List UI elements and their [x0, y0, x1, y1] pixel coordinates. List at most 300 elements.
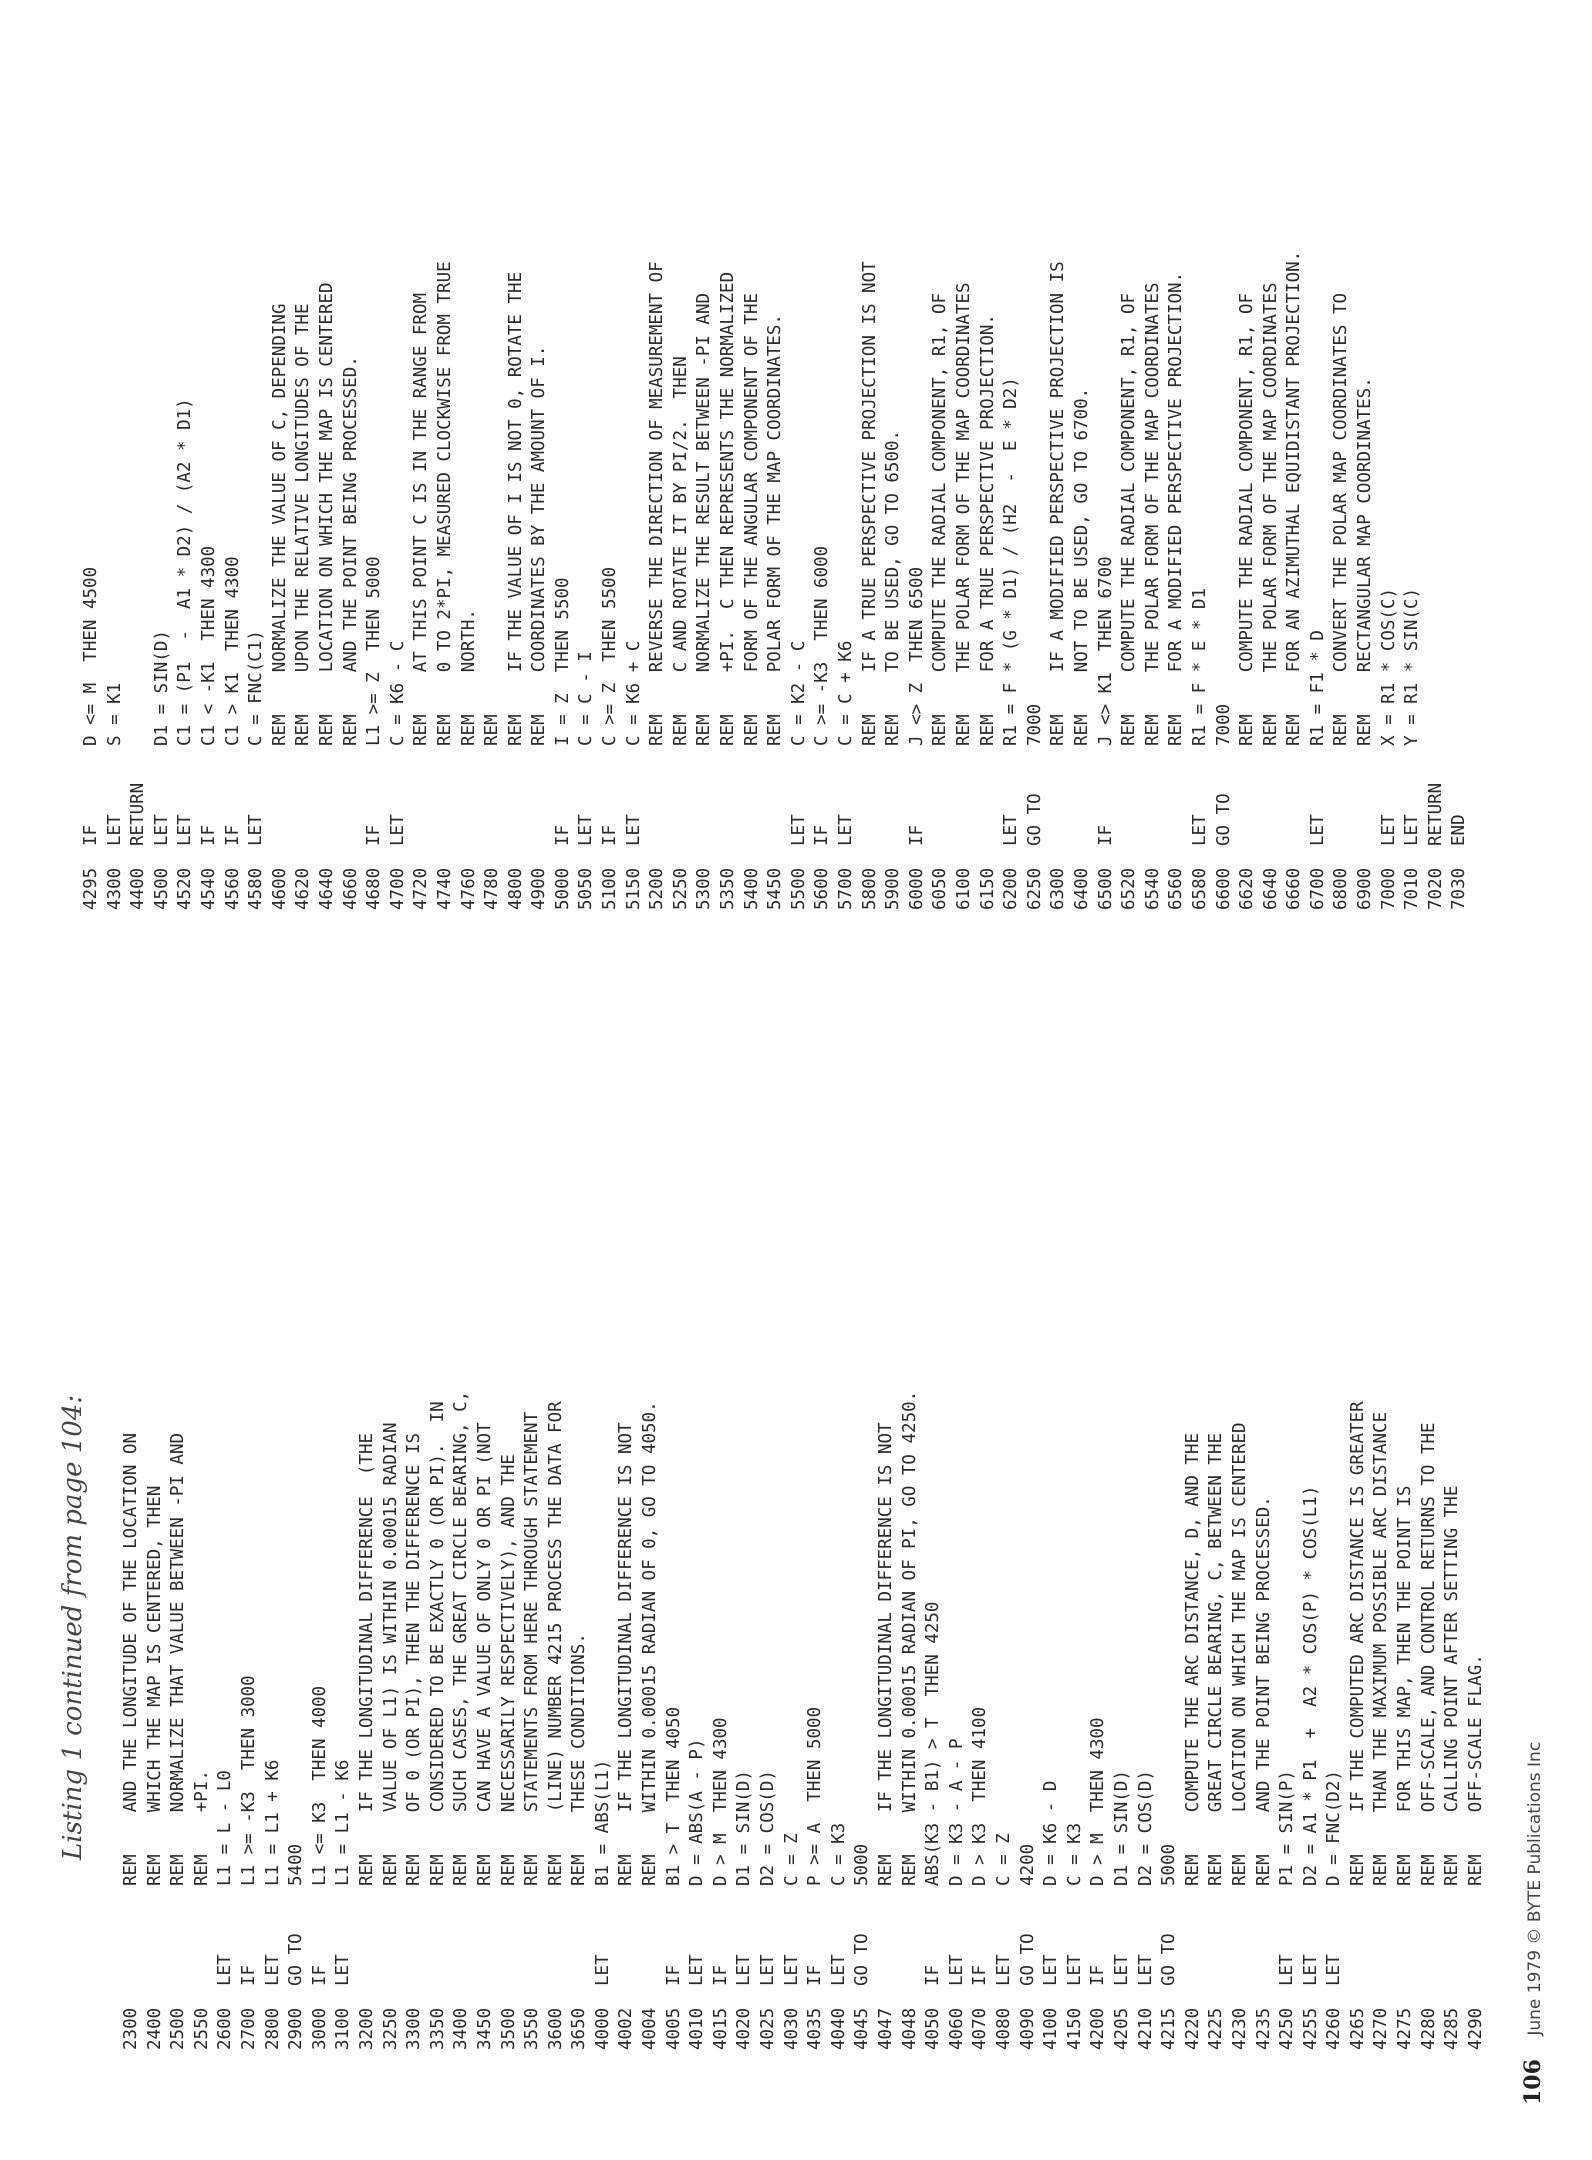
code-line: [1253, 1391, 1277, 2050]
code-line: [710, 1391, 734, 2050]
line-number: 4800: [505, 867, 526, 910]
statement-text: 5000: [1159, 1843, 1180, 1886]
line-number: 3250: [380, 2007, 401, 2050]
statement-text: C1 = (P1 - A1 * D2) / (A2 * D1): [175, 398, 196, 746]
statement-keyword: IF: [710, 1964, 731, 1986]
code-line: [174, 251, 198, 910]
code-line: [1205, 1391, 1229, 2050]
line-number: 5800: [859, 867, 880, 910]
line-number: 2700: [238, 2007, 259, 2050]
footer-source: June 1979 © BYTE Publications Inc: [1525, 1741, 1545, 2036]
line-number: 7020: [1425, 867, 1446, 910]
code-line: [757, 1391, 781, 2050]
code-line: [340, 251, 364, 910]
line-number: 4020: [734, 2007, 755, 2050]
line-number: 4760: [458, 867, 479, 910]
code-line: [1142, 251, 1166, 910]
line-number: 4035: [805, 2007, 826, 2050]
statement-keyword: LET: [687, 1954, 708, 1986]
code-line: [1071, 251, 1095, 910]
line-number: 4005: [663, 2007, 684, 2050]
code-line: [1276, 1391, 1300, 2050]
statement-keyword: IF: [238, 1964, 259, 1986]
statement-keyword: IF: [222, 824, 243, 846]
statement-text: 5000: [852, 1843, 873, 1886]
code-line: [851, 1391, 875, 2050]
line-number: 4090: [1017, 2007, 1038, 2050]
statement-text: L1 = L1 - K6: [333, 1759, 354, 1886]
statement-keyword: GO TO: [1159, 1933, 1180, 1986]
line-number: 4250: [1277, 2007, 1298, 2050]
code-line: [835, 251, 859, 910]
statement-text: R1 = F * (G * D1) / (H2 - E * D2): [1001, 377, 1022, 746]
code-line: [1229, 1391, 1253, 2050]
line-number: 6300: [1048, 867, 1069, 910]
line-number: 4060: [946, 2007, 967, 2050]
statement-text: REM COMPUTE THE RADIAL COMPONENT, R1, OF: [1237, 292, 1258, 746]
line-number: 6540: [1142, 867, 1163, 910]
code-line: [545, 1391, 569, 2050]
line-number: 6250: [1024, 867, 1045, 910]
statement-keyword: LET: [1324, 1954, 1345, 1986]
statement-text: L1 = L - L0: [215, 1770, 236, 1886]
line-number: 5400: [741, 867, 762, 910]
code-line: [1213, 251, 1237, 910]
statement-text: REM THE POLAR FORM OF THE MAP COORDINATES: [953, 282, 974, 746]
statement-keyword: LET: [1064, 1954, 1085, 1986]
statement-text: REM AND THE POINT BEING PROCESSED.: [340, 356, 361, 746]
statement-keyword: LET: [1277, 1954, 1298, 1986]
code-line: [1401, 251, 1425, 910]
code-line: [1418, 1391, 1442, 2050]
line-number: 6640: [1260, 867, 1281, 910]
line-number: 5350: [718, 867, 739, 910]
code-line: [285, 1391, 309, 2050]
line-number: 4050: [923, 2007, 944, 2050]
statement-text: REM FOR THIS MAP, THEN THE POINT IS: [1395, 1485, 1416, 1886]
line-number: 5300: [694, 867, 715, 910]
line-number: 2600: [215, 2007, 236, 2050]
statement-keyword: LET: [1111, 1954, 1132, 1986]
line-number: 4700: [387, 867, 408, 910]
statement-keyword: LET: [758, 1954, 779, 1986]
statement-keyword: IF: [309, 1964, 330, 1986]
code-line: [1283, 251, 1307, 910]
statement-text: REM WITHIN 0.00015 RADIAN OF PI, GO TO 4250.: [899, 1390, 920, 1886]
statement-text: REM LOCATION ON WHICH THE MAP IS CENTERED: [1229, 1422, 1250, 1886]
statement-keyword: IF: [552, 824, 573, 846]
line-number: 5000: [552, 867, 573, 910]
line-number: 4280: [1418, 2007, 1439, 2050]
code-line: [670, 251, 694, 910]
code-line: [403, 1391, 427, 2050]
line-number: 6660: [1284, 867, 1305, 910]
line-number: 4010: [687, 2007, 708, 2050]
statement-keyword: LET: [151, 814, 172, 846]
line-number: 5200: [647, 867, 668, 910]
statement-text: D <= M THEN 4500: [81, 566, 101, 746]
code-line: [788, 251, 812, 910]
code-line: [922, 1391, 946, 2050]
line-number: 3600: [545, 2007, 566, 2050]
statement-text: REM COMPUTE THE ARC DISTANCE, D, AND THE: [1182, 1432, 1203, 1886]
code-line: [993, 1391, 1017, 2050]
statement-text: C >= -K3 THEN 6000: [812, 545, 833, 746]
line-number: 3550: [522, 2007, 543, 2050]
code-line: [828, 1391, 852, 2050]
code-line: [269, 251, 293, 910]
code-line: [1047, 251, 1071, 910]
listing-caption: Listing 1 continued from page 104:: [58, 1394, 88, 1860]
listing-column-right: [80, 251, 1472, 910]
statement-text: REM TO BE USED, GO TO 6500.: [883, 429, 904, 746]
statement-text: D2 = COS(D): [1135, 1770, 1156, 1886]
statement-text: C = C - I: [576, 651, 597, 746]
code-line: [575, 251, 599, 910]
line-number: 2500: [168, 2007, 189, 2050]
line-number: 4300: [104, 867, 125, 910]
statement-text: REM STATEMENTS FROM HERE THROUGH STATEMENT: [522, 1411, 543, 1886]
line-number: 6560: [1166, 867, 1187, 910]
code-line: [292, 251, 316, 910]
statement-text: REM NORMALIZE THAT VALUE BETWEEN -PI AND: [168, 1432, 189, 1886]
code-line: [1260, 251, 1284, 910]
line-number: 5600: [812, 867, 833, 910]
line-number: 4500: [151, 867, 172, 910]
code-line: [804, 1391, 828, 2050]
statement-text: C = Z: [781, 1833, 802, 1886]
statement-keyword: LET: [1307, 814, 1328, 846]
statement-keyword: IF: [906, 824, 927, 846]
statement-text: J <> Z THEN 6500: [906, 566, 927, 746]
code-line: [387, 251, 411, 910]
statement-keyword: LET: [623, 814, 644, 846]
statement-text: REM WITHIN 0.00015 RADIAN OF 0, GO TO 4050.: [640, 1401, 661, 1886]
statement-text: D = K6 - D: [1041, 1780, 1062, 1886]
code-line: [592, 1391, 616, 2050]
line-number: 2550: [191, 2007, 212, 2050]
line-number: 3650: [569, 2007, 590, 2050]
statement-text: REM COMPUTE THE RADIAL COMPONENT, R1, OF: [1119, 292, 1140, 746]
code-line: [1330, 251, 1354, 910]
line-number: 2900: [286, 2007, 307, 2050]
code-line: [741, 251, 765, 910]
code-line: [1095, 251, 1119, 910]
code-line: [80, 251, 104, 910]
statement-text: C = Z: [993, 1833, 1014, 1886]
line-number: 4255: [1300, 2007, 1321, 2050]
statement-text: REM COMPUTE THE RADIAL COMPONENT, R1, OF: [930, 292, 951, 746]
line-number: 5900: [883, 867, 904, 910]
code-line: [1064, 1391, 1088, 2050]
code-line: [363, 251, 387, 910]
statement-text: REM 0 TO 2*PI, MEASURED CLOCKWISE FROM TRUE: [434, 261, 455, 746]
statement-text: D2 = A1 * P1 + A2 * COS(P) * COS(L1): [1300, 1485, 1321, 1886]
line-number: 4220: [1182, 2007, 1203, 2050]
code-line: [1378, 251, 1402, 910]
line-number: 4560: [222, 867, 243, 910]
statement-text: C1 > K1 THEN 4300: [222, 556, 243, 746]
statement-keyword: LET: [836, 814, 856, 846]
code-line: [238, 1391, 262, 2050]
statement-keyword: LET: [946, 1954, 967, 1986]
code-line: [623, 251, 647, 910]
code-line: [1448, 251, 1472, 910]
statement-text: REM AND THE POINT BEING PROCESSED.: [1253, 1496, 1274, 1886]
statement-text: REM OF 0 (OR PI), THEN THE DIFFERENCE IS: [404, 1432, 425, 1886]
line-number: 6400: [1071, 867, 1092, 910]
statement-text: REM NORMALIZE THE RESULT BETWEEN -PI AND: [694, 292, 715, 746]
statement-text: L1 = L1 + K6: [262, 1759, 283, 1886]
statement-text: L1 <= K3 THEN 4000: [309, 1685, 330, 1886]
statement-keyword: IF: [812, 824, 833, 846]
code-line: [120, 1391, 144, 2050]
line-number: 7000: [1378, 867, 1399, 910]
code-line: [733, 1391, 757, 2050]
code-line: [1370, 1391, 1394, 2050]
line-number: 4270: [1371, 2007, 1392, 2050]
statement-text: C1 < -K1 THEN 4300: [198, 545, 219, 746]
statement-text: REM IF THE LONGITUDINAL DIFFERENCE IS NOT: [876, 1422, 896, 1886]
listing-column-left: [120, 1391, 1488, 2050]
statement-text: B1 > T THEN 4050: [663, 1706, 684, 1886]
statement-text: REM NECESSARILY RESPECTIVELY), AND THE: [498, 1454, 519, 1886]
line-number: 4015: [710, 2007, 731, 2050]
line-number: 6000: [906, 867, 927, 910]
code-line: [615, 1391, 639, 2050]
statement-text: REM THESE CONDITIONS.: [569, 1633, 590, 1886]
statement-keyword: IF: [81, 824, 101, 846]
code-line: [599, 251, 623, 910]
line-number: 4070: [970, 2007, 991, 2050]
statement-text: R1 = F * E * D1: [1189, 587, 1210, 746]
statement-keyword: IF: [970, 1964, 991, 1986]
line-number: 5050: [576, 867, 597, 910]
line-number: 4620: [293, 867, 314, 910]
statement-keyword: LET: [1001, 814, 1022, 846]
code-line: [568, 1391, 592, 2050]
statement-text: REM (LINE) NUMBER 4215 PROCESS THE DATA FOR: [545, 1401, 566, 1886]
code-line: [505, 251, 529, 910]
line-number: 3500: [498, 2007, 519, 2050]
code-line: [953, 251, 977, 910]
statement-text: R1 = F1 * D: [1307, 630, 1328, 746]
code-line: [1394, 1391, 1418, 2050]
line-number: 3300: [404, 2007, 425, 2050]
statement-keyword: LET: [828, 1954, 849, 1986]
line-number: 6520: [1119, 867, 1140, 910]
statement-text: REM CONVERT THE POLAR MAP COORDINATES TO: [1331, 292, 1352, 746]
statement-text: REM +PI.: [191, 1770, 212, 1886]
code-line: [144, 1391, 168, 2050]
statement-text: C >= Z THEN 5500: [600, 566, 621, 746]
statement-text: REM IF THE COMPUTED ARC DISTANCE IS GREATER: [1347, 1401, 1368, 1886]
line-number: 4004: [640, 2007, 661, 2050]
statement-text: REM IF A TRUE PERSPECTIVE PROJECTION IS NOT: [859, 261, 880, 746]
statement-text: REM FOR AN AZIMUTHAL EQUIDISTANT PROJECTION.: [1284, 250, 1305, 746]
code-line: [316, 251, 340, 910]
line-number: 4210: [1135, 2007, 1156, 2050]
code-line: [222, 251, 246, 910]
line-number: 4265: [1347, 2007, 1368, 2050]
statement-text: REM IF A MODIFIED PERSPECTIVE PROJECTION IS: [1048, 261, 1069, 746]
statement-text: REM CONSIDERED TO BE EXACTLY 0 (OR PI). IN: [427, 1401, 448, 1886]
statement-text: 4200: [1017, 1843, 1038, 1886]
code-line: [127, 251, 151, 910]
code-line: [458, 251, 482, 910]
line-number: 3000: [309, 2007, 330, 2050]
code-line: [1347, 1391, 1371, 2050]
code-line: [427, 1391, 451, 2050]
statement-text: L1 >= -K3 THEN 3000: [238, 1675, 259, 1886]
statement-text: D1 = SIN(D): [1111, 1770, 1132, 1886]
statement-keyword: LET: [1041, 1954, 1062, 1986]
statement-keyword: IF: [198, 824, 219, 846]
code-line: [1182, 1391, 1206, 2050]
line-number: 5100: [600, 867, 621, 910]
line-number: 4045: [852, 2007, 873, 2050]
statement-text: REM C AND ROTATE IT BY PI/2. THEN: [670, 356, 691, 746]
code-line: [1017, 1391, 1041, 2050]
code-line: [214, 1391, 238, 2050]
code-line: [262, 1391, 286, 2050]
line-number: 6900: [1355, 867, 1376, 910]
statement-keyword: LET: [387, 814, 408, 846]
statement-text: J <> K1 THEN 6700: [1095, 556, 1116, 746]
code-line: [104, 251, 128, 910]
statement-text: S = K1: [104, 682, 125, 746]
code-line: [693, 251, 717, 910]
line-number: 4780: [482, 867, 503, 910]
statement-text: D > M THEN 4300: [1088, 1717, 1109, 1886]
line-number: 4000: [592, 2007, 613, 2050]
statement-keyword: IF: [1095, 824, 1116, 846]
line-number: 6700: [1307, 867, 1328, 910]
code-line: [1165, 251, 1189, 910]
line-number: 4275: [1395, 2007, 1416, 2050]
line-number: 3100: [333, 2007, 354, 2050]
code-line: [1307, 251, 1331, 910]
statement-text: C = K3: [828, 1822, 849, 1886]
line-number: 4215: [1159, 2007, 1180, 2050]
code-line: [309, 1391, 333, 2050]
statement-text: REM FOR A MODIFIED PERSPECTIVE PROJECTION.: [1166, 271, 1187, 746]
page-number: 106: [1520, 2059, 1546, 2105]
statement-text: REM CAN HAVE A VALUE OF ONLY 0 OR PI (NOT: [474, 1422, 495, 1886]
code-line: [977, 251, 1001, 910]
statement-text: REM GREAT CIRCLE BEARING, C, BETWEEN THE: [1206, 1432, 1227, 1886]
statement-text: REM AND THE LONGITUDE OF THE LOCATION ON: [121, 1432, 141, 1886]
statement-text: REM IF THE VALUE OF I IS NOT 0, ROTATE THE: [505, 271, 526, 746]
code-line: [1189, 251, 1213, 910]
line-number: 4520: [175, 867, 196, 910]
statement-text: 7000: [1213, 703, 1234, 746]
statement-keyword: LET: [1189, 814, 1210, 846]
line-number: 6100: [953, 867, 974, 910]
statement-text: REM FORM OF THE ANGULAR COMPONENT OF THE: [741, 292, 762, 746]
line-number: 4225: [1206, 2007, 1227, 2050]
code-line: [434, 251, 458, 910]
line-number: 4235: [1253, 2007, 1274, 2050]
statement-keyword: LET: [333, 1954, 354, 1986]
statement-text: D > K3 THEN 4100: [970, 1706, 991, 1886]
line-number: 7010: [1402, 867, 1423, 910]
line-number: 4230: [1229, 2007, 1250, 2050]
statement-text: REM THAN THE MAXIMUM POSSIBLE ARC DISTANCE: [1371, 1411, 1392, 1886]
line-number: 4285: [1442, 2007, 1463, 2050]
statement-text: REM IF THE LONGITUDINAL DIFFERENCE (THE: [356, 1432, 377, 1886]
line-number: 4048: [899, 2007, 920, 2050]
statement-keyword: IF: [600, 824, 621, 846]
statement-keyword: GO TO: [1024, 793, 1045, 846]
statement-keyword: GO TO: [1017, 1933, 1038, 1986]
line-number: 4400: [128, 867, 149, 910]
statement-text: REM LOCATION ON WHICH THE MAP IS CENTERED: [316, 282, 337, 746]
line-number: 4040: [828, 2007, 849, 2050]
code-line: [646, 251, 670, 910]
statement-text: REM COORDINATES BY THE AMOUNT OF I.: [529, 345, 550, 746]
statement-text: P1 = SIN(P): [1277, 1770, 1298, 1886]
line-number: 5250: [670, 867, 691, 910]
line-number: 5500: [788, 867, 809, 910]
statement-text: REM NORTH.: [458, 609, 479, 746]
line-number: 6500: [1095, 867, 1116, 910]
statement-text: Y = R1 * SIN(C): [1402, 587, 1423, 746]
code-line: [1425, 251, 1449, 910]
statement-keyword: RETURN: [128, 782, 149, 846]
line-number: 4640: [316, 867, 337, 910]
statement-text: D = ABS(A - P): [687, 1738, 708, 1886]
statement-keyword: LET: [781, 1954, 802, 1986]
statement-text: REM REVERSE THE DIRECTION OF MEASUREMENT OF: [647, 261, 668, 746]
line-number: 6580: [1189, 867, 1210, 910]
code-line: [811, 251, 835, 910]
statement-text: REM UPON THE RELATIVE LONGITUDES OF THE: [293, 303, 314, 746]
code-line: [450, 1391, 474, 2050]
statement-text: REM OFF-SCALE, AND CONTROL RETURNS TO THE: [1418, 1422, 1439, 1886]
code-line: [167, 1391, 191, 2050]
statement-keyword: LET: [592, 1954, 613, 1986]
code-line: [1024, 251, 1048, 910]
statement-text: ABS(K3 - B1) > T THEN 4250: [923, 1601, 944, 1886]
statement-keyword: LET: [1300, 1954, 1321, 1986]
statement-text: D1 = SIN(D): [734, 1770, 755, 1886]
statement-keyword: LET: [993, 1954, 1014, 1986]
line-number: 4260: [1324, 2007, 1345, 2050]
code-line: [151, 251, 175, 910]
statement-text: C = K6 - C: [387, 640, 408, 746]
line-number: 4600: [269, 867, 290, 910]
code-line: [380, 1391, 404, 2050]
line-number: 2300: [121, 2007, 141, 2050]
code-line: [1236, 251, 1260, 910]
statement-text: REM NORMALIZE THE VALUE OF C, DEPENDING: [269, 303, 290, 746]
line-number: 4025: [758, 2007, 779, 2050]
line-number: 4900: [529, 867, 550, 910]
code-line: [1300, 1391, 1324, 2050]
statement-keyword: END: [1449, 814, 1470, 846]
line-number: 6200: [1001, 867, 1022, 910]
code-line: [498, 1391, 522, 2050]
line-number: 2800: [262, 2007, 283, 2050]
statement-text: REM SUCH CASES, THE GREAT CIRCLE BEARING, C,: [451, 1390, 472, 1886]
statement-keyword: LET: [1402, 814, 1423, 846]
code-line: [1118, 251, 1142, 910]
code-line: [906, 251, 930, 910]
statement-text: 7000: [1024, 703, 1045, 746]
code-line: [1111, 1391, 1135, 2050]
code-line: [764, 251, 788, 910]
